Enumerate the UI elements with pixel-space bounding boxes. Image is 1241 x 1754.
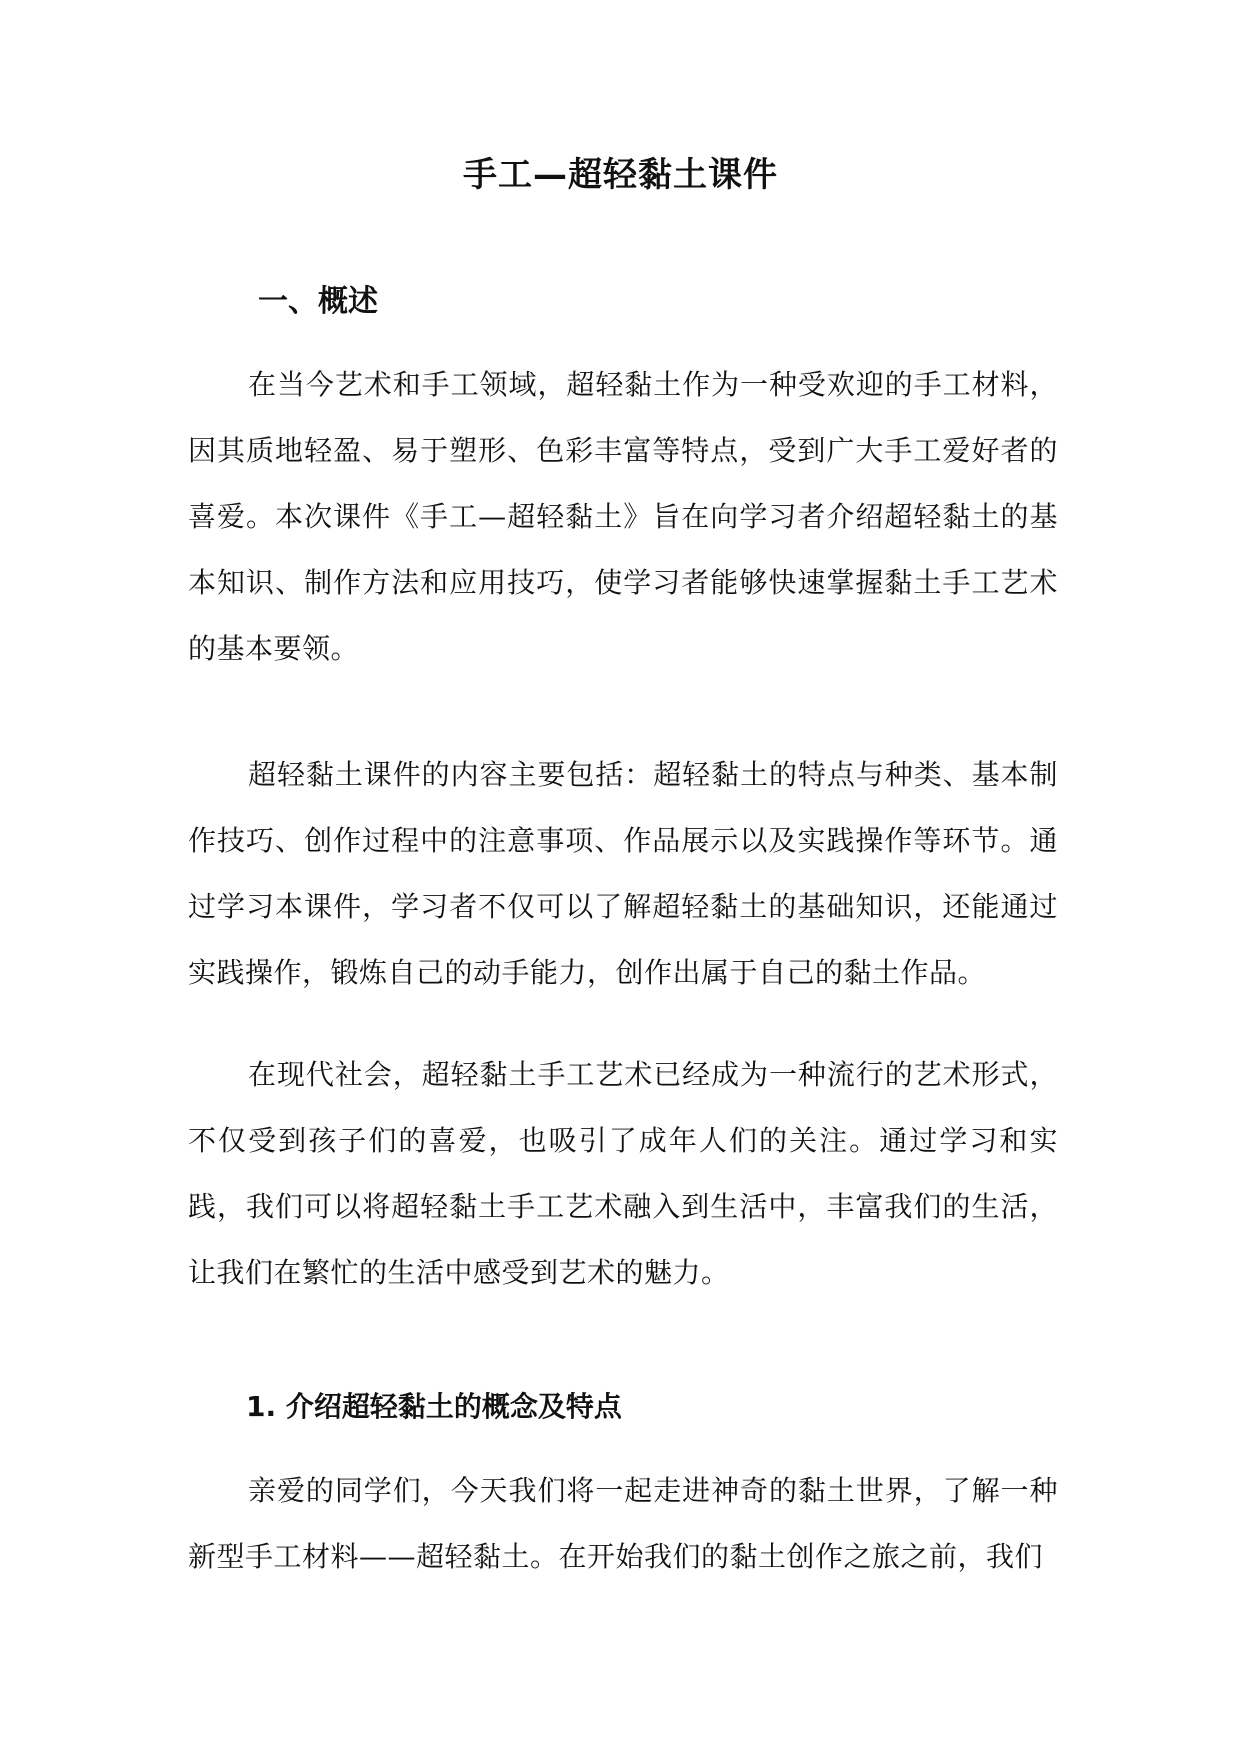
paragraph: 亲爱的同学们，今天我们将一起走进神奇的黏土世界，了解一种新型手工材料——超轻黏土。在开始我们的黏土创作之旅之前，我们 [188, 1474, 1058, 1573]
section-heading-overview: 一、概述 [258, 284, 378, 319]
document-title: 手工—超轻黏土课件 [463, 155, 778, 195]
paragraph: 在现代社会，超轻黏土手工艺术已经成为一种流行的艺术形式，不仅受到孩子们的喜爱，也吸引了成年人们的关注。通过学习和实践，我们可以将超轻黏土手工艺术融入到生活中，丰富我们的生活，让我们在繁忙的生活中感受到艺术的魅力。 [188, 1058, 1058, 1289]
paragraph: 在当今艺术和手工领域，超轻黏土作为一种受欢迎的手工材料，因其质地轻盈、易于塑形、色彩丰富等特点，受到广大手工爱好者的喜爱。本次课件《手工—超轻黏土》旨在向学习者介绍超轻黏土的基本知识、制作方法和应用技巧，使学习者能够快速掌握黏土手工艺术的基本要领。 [188, 368, 1058, 665]
subheading-concept: 1. 介绍超轻黏土的概念及特点 [246, 1390, 622, 1423]
paragraph: 超轻黏土课件的内容主要包括：超轻黏土的特点与种类、基本制作技巧、创作过程中的注意事项、作品展示以及实践操作等环节。通过学习本课件，学习者不仅可以了解超轻黏土的基础知识，还能通过实践操作，锻炼自己的动手能力，创作出属于自己的黏土作品。 [188, 758, 1058, 989]
